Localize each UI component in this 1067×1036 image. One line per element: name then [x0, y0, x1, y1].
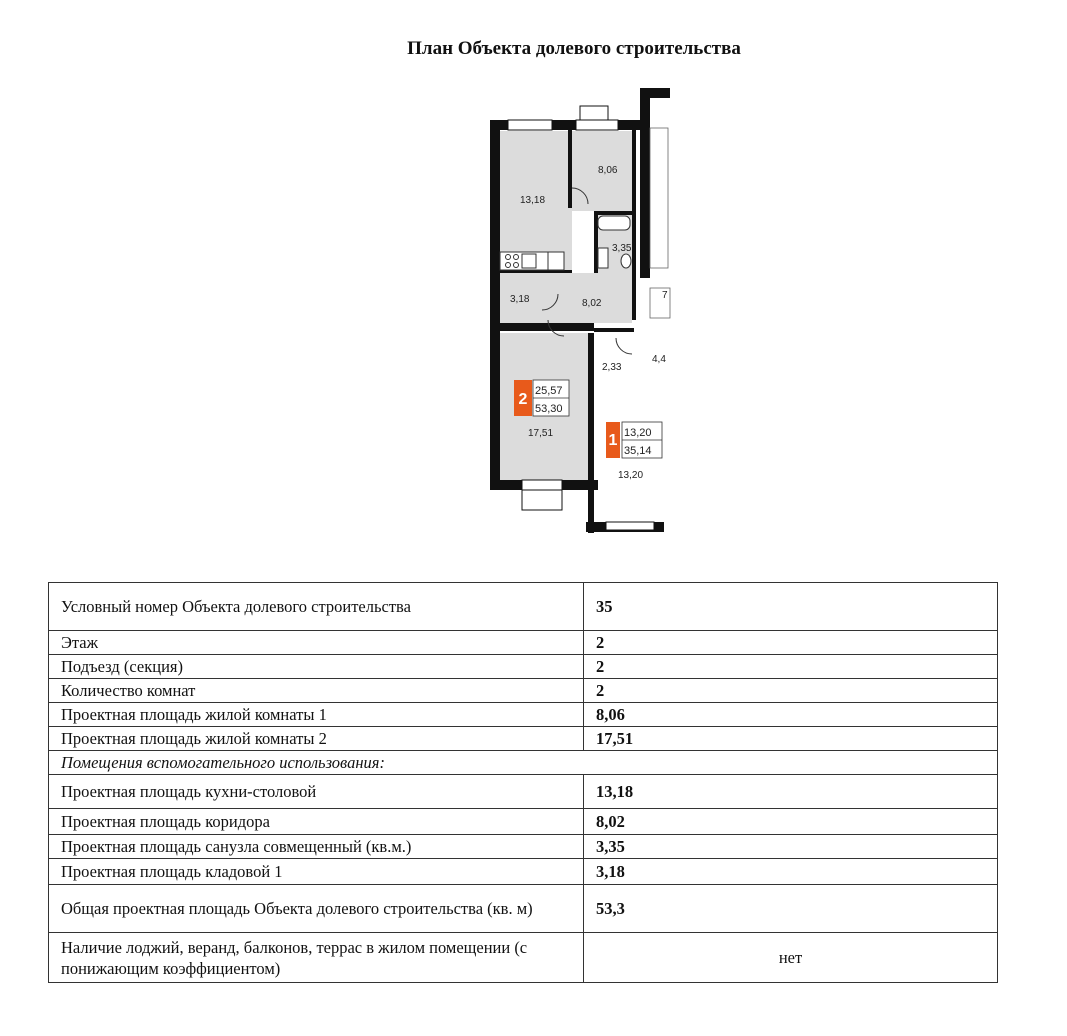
floor-plan	[488, 88, 672, 534]
toilet	[621, 254, 631, 268]
window	[576, 120, 618, 130]
table-row	[49, 631, 998, 655]
room-label-neighbor-hall: 2,33	[602, 362, 622, 373]
table-row	[49, 885, 998, 933]
table-row	[49, 809, 998, 835]
wall	[588, 333, 594, 533]
row-label: Проектная площадь жилой комнаты 2	[49, 727, 584, 751]
row-value: 8,02	[584, 809, 998, 835]
wall	[568, 130, 572, 208]
badge-number-neighbor: 1	[608, 432, 618, 449]
room-label-neighbor-room: 4,4	[652, 354, 666, 365]
fridge	[548, 252, 564, 270]
wall	[594, 211, 636, 215]
table-row	[49, 933, 998, 983]
row-value: 2	[584, 631, 998, 655]
row-label: Подъезд (секция)	[49, 655, 584, 679]
row-value: 17,51	[584, 727, 998, 751]
section-heading: Помещения вспомогательного использования:	[49, 751, 998, 775]
row-label: Общая проектная площадь Объекта долевого строительства (кв. м)	[49, 885, 584, 933]
room-label-bath: 3,35	[612, 243, 632, 254]
window	[522, 480, 562, 490]
room-label-corridor: 8,02	[582, 298, 602, 309]
badge-number: 2	[518, 391, 528, 408]
row-label: Проектная площадь санузла совмещенный (кв.м.)	[49, 835, 584, 859]
row-label: Условный номер Объекта долевого строительства	[49, 583, 584, 631]
neighbor-kitchen	[650, 128, 668, 268]
table-row	[49, 835, 998, 859]
page-title: План Объекта долевого строительства	[407, 38, 741, 59]
window	[508, 120, 552, 130]
row-value: 2	[584, 679, 998, 703]
row-label: Этаж	[49, 631, 584, 655]
bathtub	[598, 216, 630, 230]
row-value: нет	[584, 933, 998, 983]
table-row	[49, 703, 998, 727]
row-value: 3,35	[584, 835, 998, 859]
room-label-kitchen: 13,18	[520, 195, 546, 206]
table-section-row	[49, 751, 998, 775]
window-box	[580, 106, 608, 120]
row-value: 13,18	[584, 775, 998, 809]
wall	[594, 211, 598, 273]
row-value: 8,06	[584, 703, 998, 727]
table-row	[49, 655, 998, 679]
floor-plan-drawing	[488, 88, 672, 534]
room-label-neighbor-cut: 7	[662, 290, 668, 301]
table-row	[49, 679, 998, 703]
window-box	[522, 490, 562, 510]
row-label: Количество комнат	[49, 679, 584, 703]
room-label-neighbor-living: 13,20	[618, 470, 644, 481]
washbasin	[598, 248, 608, 268]
row-label: Наличие лоджий, веранд, балконов, террас в жилом помещении (с понижающим коэффициентом)	[49, 933, 584, 983]
room-label-room2: 17,51	[528, 428, 554, 439]
row-label: Проектная площадь жилой комнаты 1	[49, 703, 584, 727]
door-swing	[616, 338, 632, 354]
wall	[594, 328, 634, 332]
room-label-storage: 3,18	[510, 294, 530, 305]
wall	[490, 120, 500, 488]
wall	[640, 88, 650, 278]
window	[606, 522, 654, 530]
wall	[500, 323, 594, 331]
table-row	[49, 727, 998, 751]
row-value: 35	[584, 583, 998, 631]
table-row	[49, 859, 998, 885]
row-value: 53,3	[584, 885, 998, 933]
spec-table	[48, 582, 998, 983]
row-value: 2	[584, 655, 998, 679]
table-row	[49, 775, 998, 809]
badge-living-area: 25,57	[535, 385, 563, 397]
row-label: Проектная площадь кухни-столовой	[49, 775, 584, 809]
badge-total-area-neighbor: 35,14	[624, 445, 652, 457]
wall	[640, 88, 670, 98]
badge-total-area: 53,30	[535, 403, 563, 415]
badge-living-area-neighbor: 13,20	[624, 427, 652, 439]
table-row	[49, 583, 998, 631]
room-label-room1: 8,06	[598, 165, 618, 176]
row-label: Проектная площадь кладовой 1	[49, 859, 584, 885]
wall	[632, 130, 636, 320]
row-value: 3,18	[584, 859, 998, 885]
row-label: Проектная площадь коридора	[49, 809, 584, 835]
